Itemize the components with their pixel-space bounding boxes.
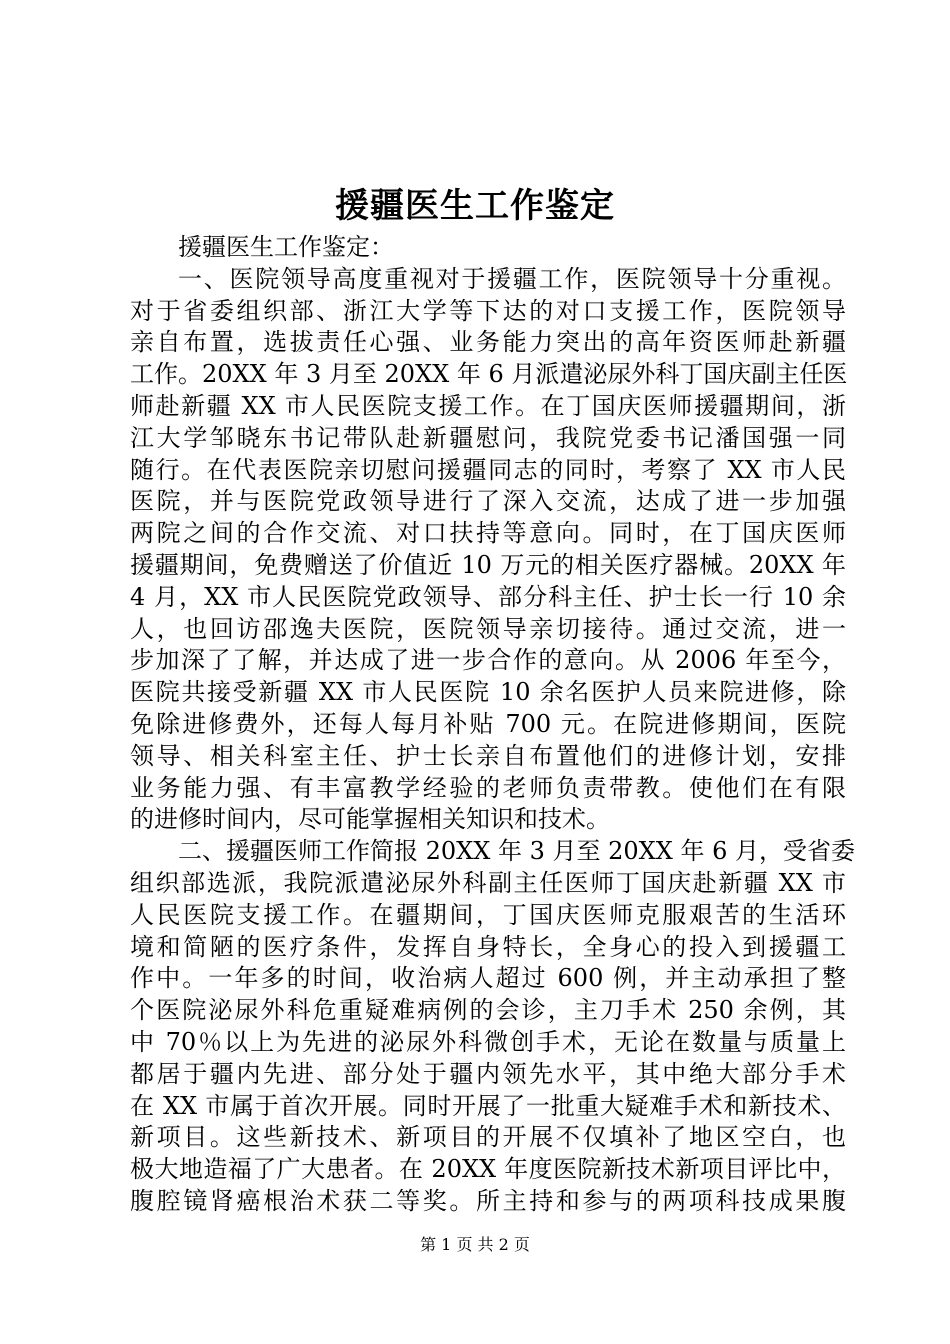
text-line: 工作。20XX 年 3 月至 20XX 年 6 月派遣泌尿外科丁国庆副主任医 bbox=[130, 360, 848, 389]
text-line: 中 70％以上为先进的泌尿外科微创手术，无论在数量与质量上 bbox=[130, 1027, 846, 1056]
text-line: 领导、相关科室主任、护士长亲自布置他们的进修计划，安排 bbox=[130, 741, 846, 770]
text-line: 两院之间的合作交流、对口扶持等意向。同时，在丁国庆医师 bbox=[130, 519, 846, 548]
text-line: 极大地造福了广大患者。在 20XX 年度医院新技术新项目评比中， bbox=[130, 1155, 846, 1184]
text-line: 腹腔镜肾癌根治术获二等奖。所主持和参与的两项科技成果腹 bbox=[130, 1186, 846, 1215]
text-line: 在 XX 市属于首次开展。同时开展了一批重大疑难手术和新技术、 bbox=[130, 1091, 846, 1120]
text-line: 二、援疆医师工作简报 20XX 年 3 月至 20XX 年 6 月，受省委 bbox=[178, 837, 855, 866]
text-line: 随行。在代表医院亲切慰问援疆同志的同时，考察了 XX 市人民 bbox=[130, 455, 846, 484]
text-line: 个医院泌尿外科危重疑难病例的会诊，主刀手术 250 余例，其 bbox=[130, 996, 846, 1025]
text-line: 人民医院支援工作。在疆期间，丁国庆医师克服艰苦的生活环 bbox=[130, 900, 846, 929]
document-body bbox=[130, 232, 855, 1218]
text-line: 援疆期间，免费赠送了价值近 10 万元的相关医疗器械。20XX 年 bbox=[130, 550, 846, 579]
text-line: 亲自布置，选拔责任心强、业务能力突出的高年资医师赴新疆 bbox=[130, 328, 846, 357]
text-line: 作中。一年多的时间，收治病人超过 600 例，并主动承担了整 bbox=[130, 964, 846, 993]
text-line: 新项目。这些新技术、新项目的开展不仅填补了地区空白，也 bbox=[130, 1123, 846, 1152]
page-footer: 第 1 页 共 2 页 bbox=[420, 1235, 530, 1254]
text-line: 援疆医生工作鉴定： bbox=[178, 233, 394, 261]
text-line: 的进修时间内，尽可能掌握相关知识和技术。 bbox=[130, 805, 610, 834]
text-line: 步加深了了解，并达成了进一步合作的意向。从 2006 年至今， bbox=[130, 646, 846, 675]
text-line: 都居于疆内先进、部分处于疆内领先水平，其中绝大部分手术 bbox=[130, 1059, 846, 1088]
text-line: 江大学邹晓东书记带队赴新疆慰问，我院党委书记潘国强一同 bbox=[130, 423, 846, 452]
text-line: 医院共接受新疆 XX 市人民医院 10 余名医护人员来院进修，除 bbox=[130, 678, 846, 707]
text-line: 业务能力强、有丰富教学经验的老师负责带教。使他们在有限 bbox=[130, 773, 846, 802]
text-line: 人，也回访邵逸夫医院，医院领导亲切接待。通过交流，进一 bbox=[130, 614, 846, 643]
text-line: 组织部选派，我院派遣泌尿外科副主任医师丁国庆赴新疆 XX 市 bbox=[130, 868, 846, 897]
text-line: 一、医院领导高度重视对于援疆工作，医院领导十分重视。 bbox=[178, 264, 846, 293]
page-title: 援疆医生工作鉴定 bbox=[335, 186, 615, 226]
text-line: 免除进修费外，还每人每月补贴 700 元。在院进修期间，医院 bbox=[130, 709, 846, 738]
text-line: 医院，并与医院党政领导进行了深入交流，达成了进一步加强 bbox=[130, 487, 846, 516]
text-line: 对于省委组织部、浙江大学等下达的对口支援工作，医院领导 bbox=[130, 296, 846, 325]
text-line: 4 月，XX 市人民医院党政领导、部分科主任、护士长一行 10 余 bbox=[130, 582, 846, 611]
text-line: 师赴新疆 XX 市人民医院支援工作。在丁国庆医师援疆期间，浙 bbox=[130, 391, 846, 420]
text-line: 境和简陋的医疗条件，发挥自身特长，全身心的投入到援疆工 bbox=[130, 932, 846, 961]
